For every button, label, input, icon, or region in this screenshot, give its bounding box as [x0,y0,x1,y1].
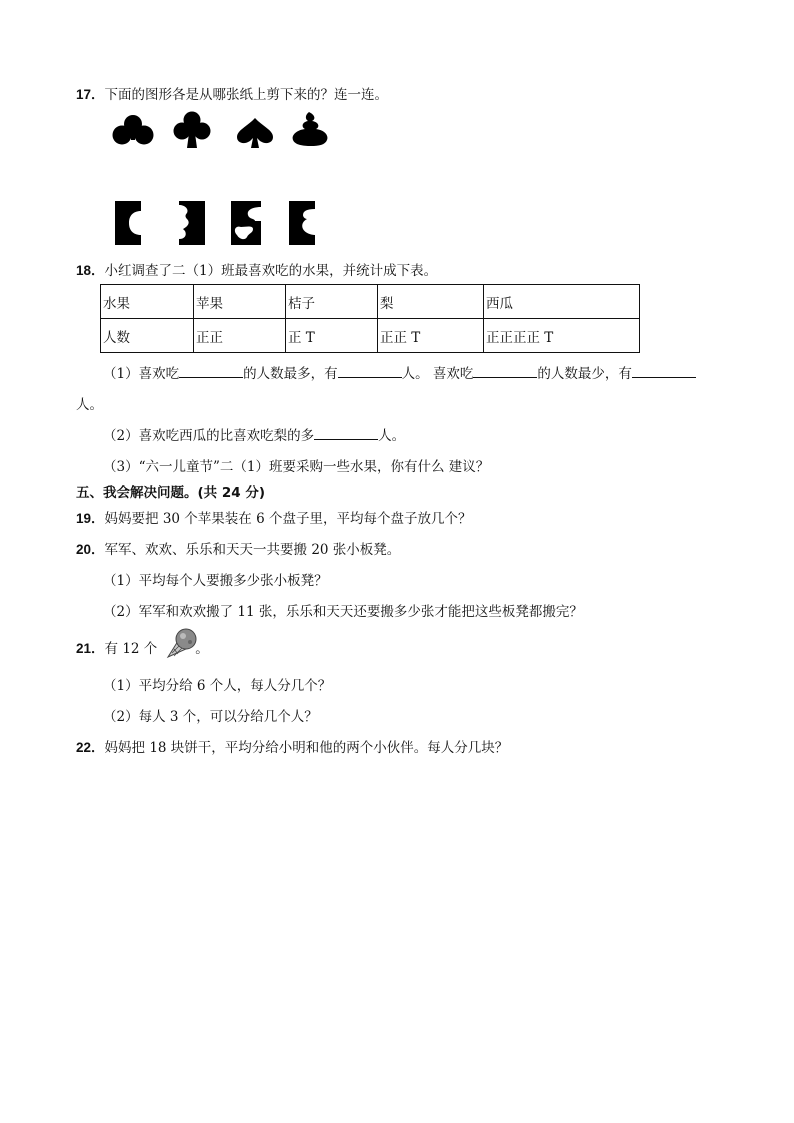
club-icon [111,114,155,150]
ice-cream-icon [164,627,200,663]
q20-sub1: （1）平均每个人要搬多少张小板凳？ [103,573,328,589]
poop-shape-icon [289,110,333,150]
q18-sub3: （3）“六一儿童节”二（1）班要采购一些水果，你有什么 建议？ [103,459,490,475]
answer-blank[interactable] [338,363,402,378]
q22-text: 妈妈把 18 块饼干，平均分给小明和他的两个小伙伴。每人分几块？ [104,740,509,756]
table-cell: 正正 [194,319,286,353]
q18-number: 18． [76,263,105,278]
q22-number: 22． [76,740,105,755]
cut-paper-3 [231,201,261,245]
q17-prompt [76,83,388,103]
table-row [101,285,640,319]
q21-number: 21． [76,641,105,656]
table-cell: 梨 [378,285,484,319]
q18-sub2-text: （2）喜欢吃西瓜的比喜欢吃梨的多 [103,428,315,444]
table-cell: 正正正正 T [484,319,640,353]
q18-sub1-text: （1）喜欢吃 [103,366,180,382]
fruit-survey-table [100,284,640,353]
q19-prompt [76,507,471,527]
section-5-title: 五、我会解决问题。(共 24 分) [76,485,266,501]
q19-number: 19． [76,511,105,526]
q18-sub1-text: 的人数最多，有 [243,366,338,382]
q21-sub2: （2）每人 3 个，可以分给几个人？ [103,709,318,725]
table-cell: 人数 [101,319,194,353]
q20-prompt [76,538,400,558]
q18-sub2 [103,424,405,444]
table-cell: 桔子 [286,285,378,319]
q18-sub1 [103,362,696,382]
table-cell: 西瓜 [484,285,640,319]
table-cell: 苹果 [194,285,286,319]
q18-sub1-text: 人。 喜欢吃 [401,366,474,382]
cut-paper-4 [289,201,317,245]
q20-text: 军军、欢欢、乐乐和天天一共要搬 20 张小板凳。 [104,542,401,558]
table-cell: 水果 [101,285,194,319]
q20-number: 20． [76,542,105,557]
table-cell: 正正 T [378,319,484,353]
club-icon [170,110,214,150]
table-cell: 正 T [286,319,378,353]
answer-blank[interactable] [632,363,696,378]
q18-sub1-text: 的人数最少，有 [537,366,632,382]
cut-paper-2 [177,201,205,245]
q21-text: 有 12 个 [104,641,158,657]
q18-sub2-text: 人。 [378,428,406,444]
q17-text: 下面的图形各是从哪张纸上剪下来的？连一连。 [104,87,389,103]
q19-text: 妈妈要把 30 个苹果装在 6 个盘子里，平均每个盘子放几个？ [104,511,472,527]
q17-number: 17． [76,87,105,102]
q18-prompt [76,259,437,279]
spade-icon [234,116,276,150]
q18-text: 小红调查了二（1）班最喜欢吃的水果，并统计成下表。 [104,263,438,279]
answer-blank[interactable] [473,363,537,378]
answer-blank[interactable] [179,363,243,378]
cut-paper-1 [115,201,143,245]
answer-blank[interactable] [314,425,378,440]
table-row [101,319,640,353]
q22-prompt [76,736,508,756]
q21-text-end: 。 [195,641,209,657]
q20-sub2: （2）军军和欢欢搬了 11 张，乐乐和天天还要搬多少张才能把这些板凳都搬完？ [103,604,583,620]
q21-sub1: （1）平均分给 6 个人，每人分几个？ [103,678,332,694]
q18-sub1-cont: 人。 [76,397,103,413]
